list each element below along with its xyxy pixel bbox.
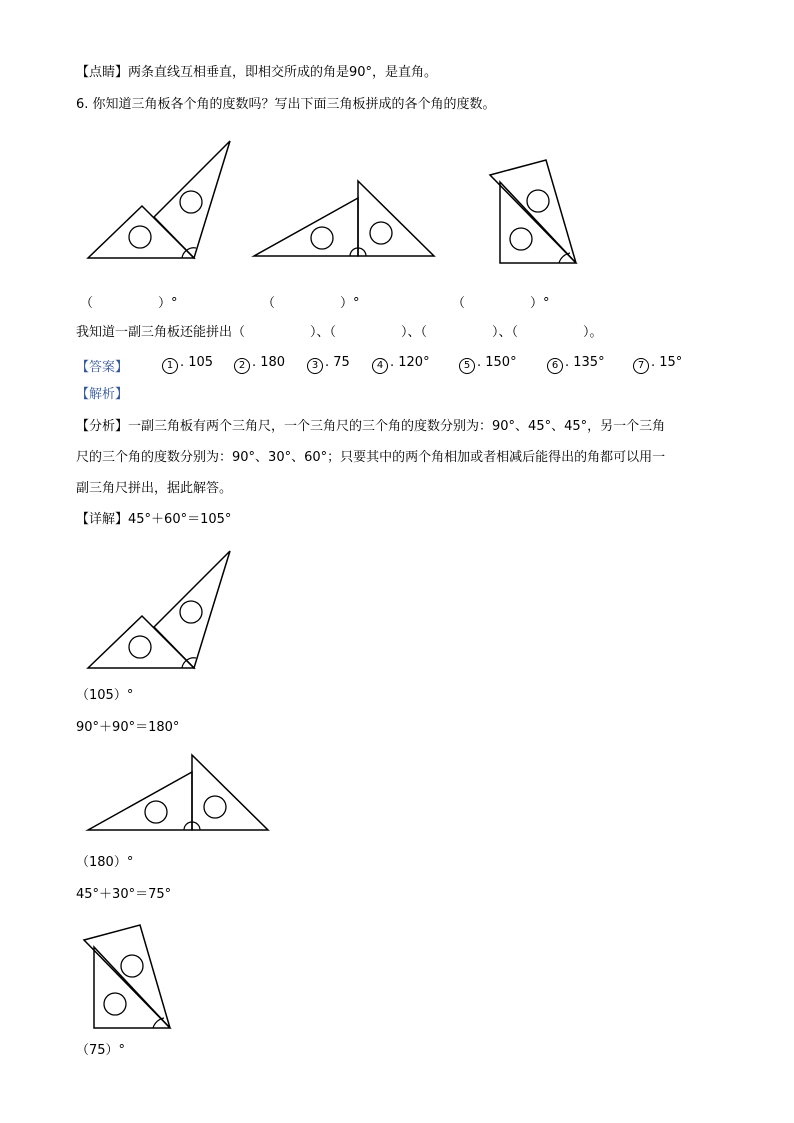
- detail-equation-1: 【详解】45°＋60°＝105°: [76, 512, 232, 527]
- detail-equation-3: 45°＋30°＝75°: [76, 887, 172, 902]
- answer-5: 5 . 150°: [459, 355, 517, 374]
- detail-figure-105: [84, 548, 234, 673]
- answer-label: 【答案】: [76, 360, 129, 375]
- detail-equation-2: 90°＋90°＝180°: [76, 720, 180, 735]
- detail-figure-75: [80, 922, 174, 1032]
- answer-7: 7 . 15°: [633, 355, 682, 374]
- answer-4: 4 . 120°: [372, 355, 430, 374]
- answer-2: 2 . 180: [234, 355, 285, 374]
- answer-1: 1 . 105: [162, 355, 213, 374]
- figure-180-degrees: [250, 178, 440, 260]
- figure-105-degrees: [84, 138, 234, 263]
- blank-2[interactable]: （ ）°: [262, 296, 360, 311]
- answer-3: 3 . 75: [307, 355, 350, 374]
- blank-1[interactable]: （ ）°: [80, 296, 178, 311]
- figure-75-degrees: [486, 157, 580, 267]
- detail-result-2: （180）°: [76, 855, 134, 870]
- extra-combinations-line: 我知道一副三角板还能拼出（ ）、（ ）、（ ）、（ ）。: [76, 325, 603, 340]
- hint-line: 【点睛】两条直线互相垂直，即相交所成的角是90°，是直角。: [76, 65, 438, 80]
- detail-result-1: （105）°: [76, 688, 134, 703]
- analysis-line-1: 【分析】一副三角板有两个三角尺，一个三角尺的三个角的度数分别为：90°、45°、45°，另一个三角: [76, 419, 666, 434]
- analysis-line-2: 尺的三个角的度数分别为：90°、30°、60°；只要其中的两个角相加或者相减后能得出的角都可以用一: [76, 450, 666, 465]
- answer-6: 6 . 135°: [547, 355, 605, 374]
- detail-figure-180: [84, 752, 274, 834]
- question-6: 6. 你知道三角板各个角的度数吗？写出下面三角板拼成的各个角的度数。: [76, 97, 496, 112]
- analysis-label: 【解析】: [76, 387, 129, 402]
- blank-3[interactable]: （ ）°: [452, 296, 550, 311]
- analysis-line-3: 副三角尺拼出，据此解答。: [76, 481, 233, 496]
- detail-result-3: （75）°: [76, 1043, 126, 1058]
